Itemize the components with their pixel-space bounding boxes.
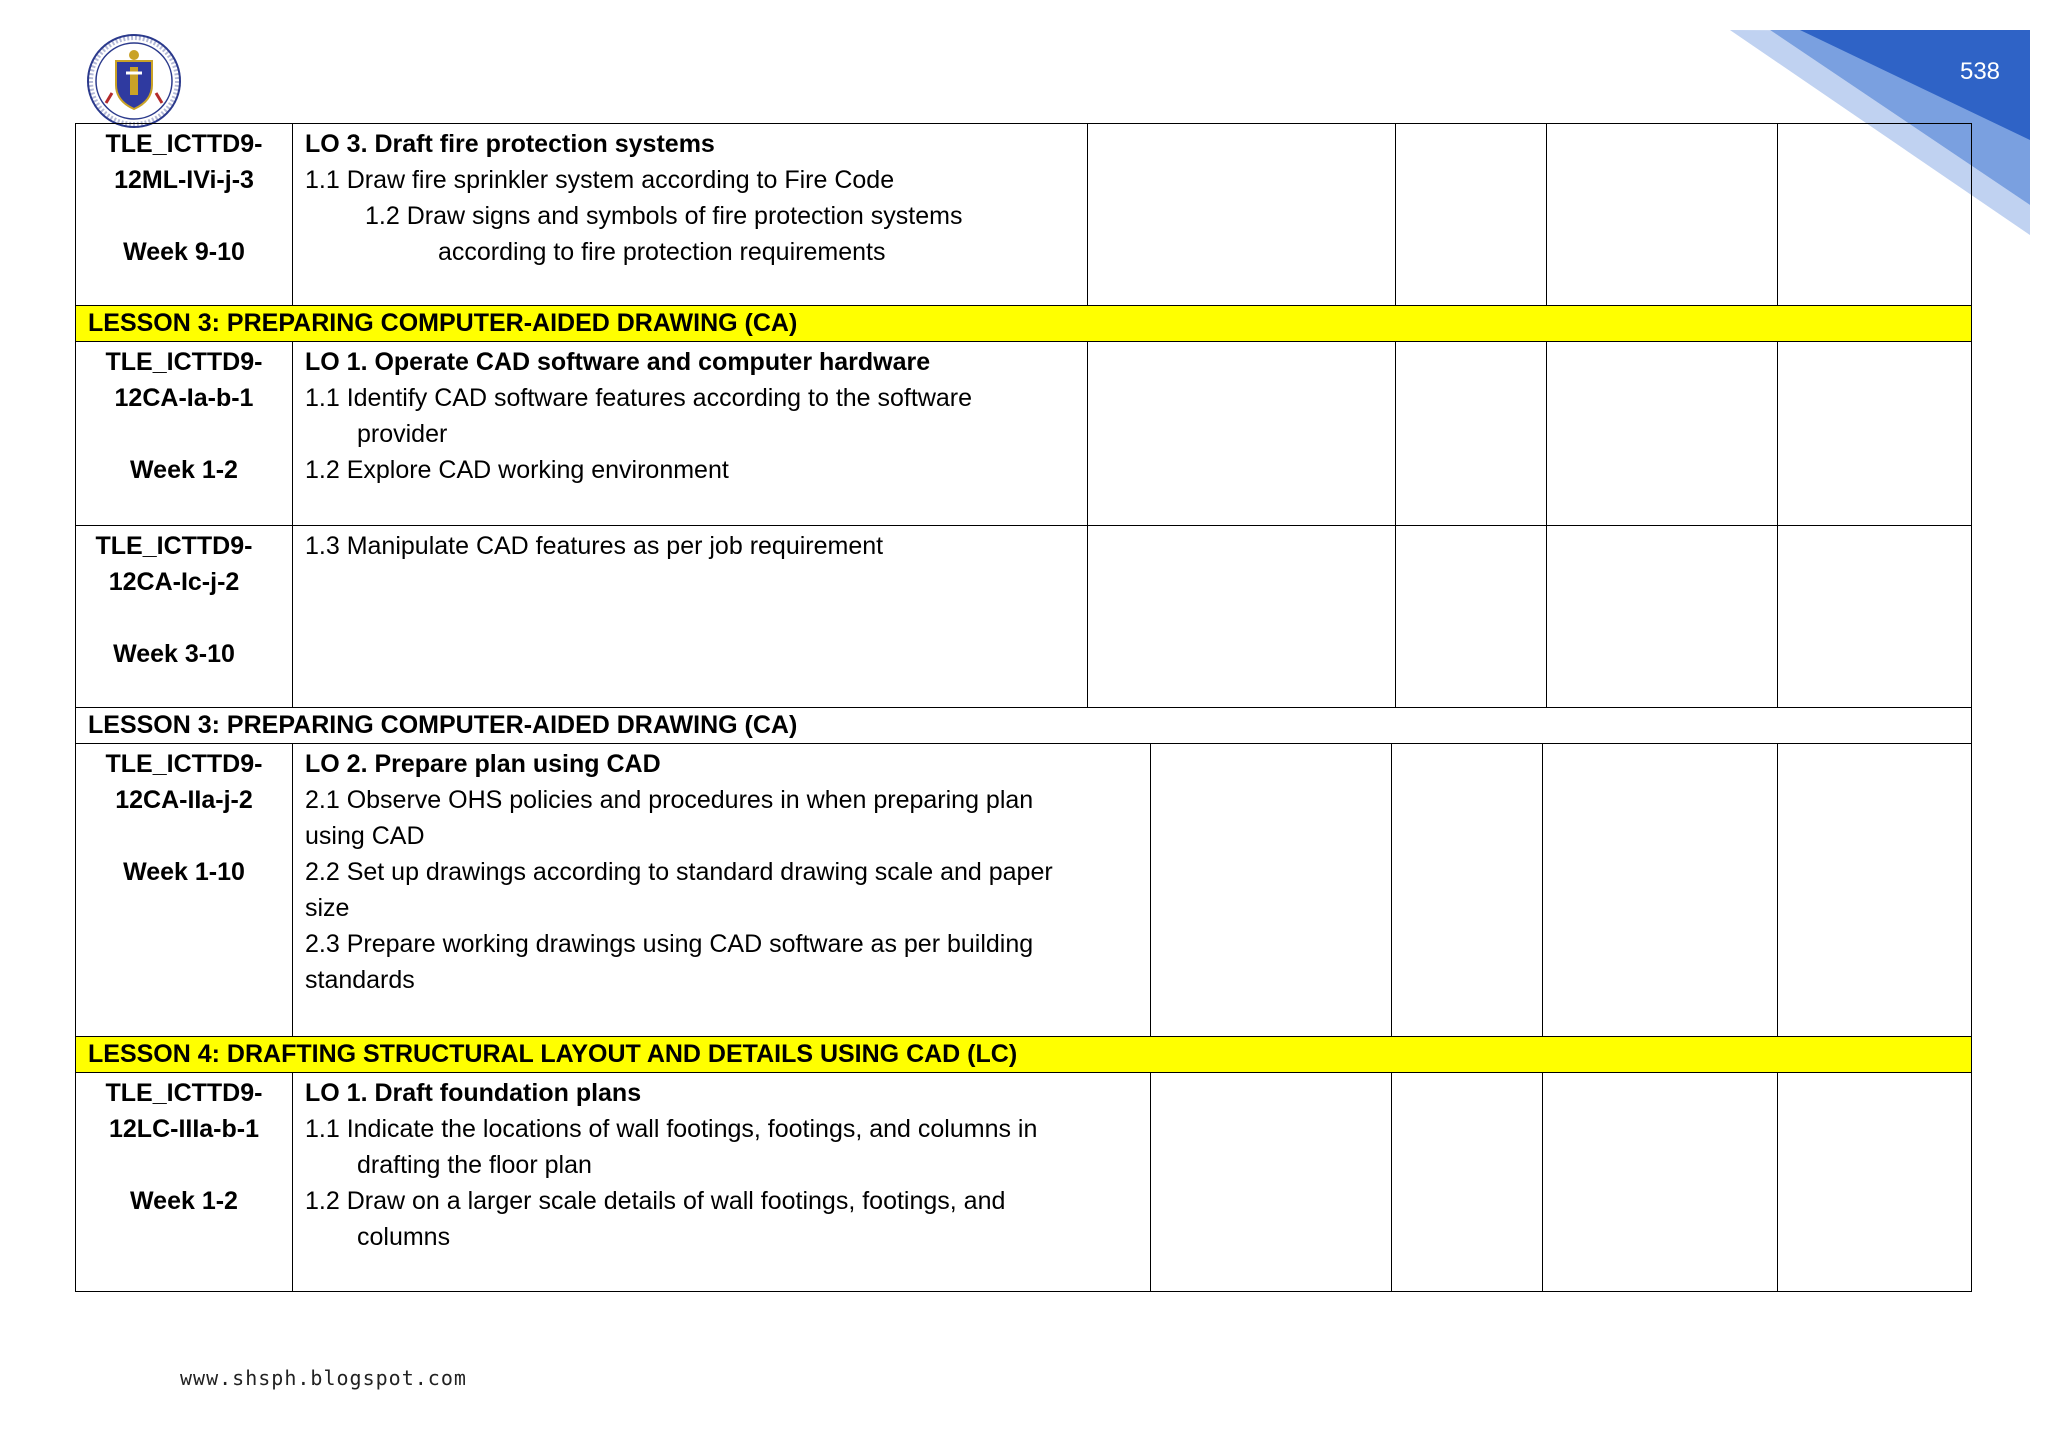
learning-outcome: LO 1. Operate CAD software and computer hardware 1.1 Identify CAD software features according to the software provider 1.2 Explore CAD working environment <box>305 348 973 484</box>
learning-outcome: LO 3. Draft fire protection systems 1.1 Draw fire sprinkler system according to Fire Code 1.2 Draw signs and symbols of fire protection systems according to fire protection requirements <box>305 130 963 266</box>
learning-outcome: LO 1. Draft foundation plans 1.1 Indicate the locations of wall footings, footings, and columns in drafting the floor plan 1.2 Draw on a larger scale details of wall footings, footings, and columns <box>305 1079 1038 1251</box>
learning-outcome: LO 2. Prepare plan using CAD 2.1 Observe OHS policies and procedures in when preparing plan using CAD 2.2 Set up drawings according to standard drawing scale and paper size 2.3 Prepare working drawings using CAD software as per building standards <box>305 750 1053 994</box>
deped-seal-icon <box>86 33 182 129</box>
lesson-header: LESSON 3: PREPARING COMPUTER-AIDED DRAWING (CA) <box>75 305 1972 342</box>
week-label: Week 1-2 <box>130 1187 238 1215</box>
week-label: Week 3-10 <box>113 640 235 668</box>
table-row <box>75 341 1972 526</box>
table-row <box>75 525 1972 708</box>
table-row <box>75 123 1972 306</box>
footer-url: www.shsph.blogspot.com <box>180 1366 467 1390</box>
week-label: Week 9-10 <box>123 238 245 266</box>
competency-code: TLE_ICTTD9- 12LC-IIIa-b-1 Week 1-2 <box>76 1073 292 1291</box>
week-label: Week 1-2 <box>130 456 238 484</box>
competency-code: TLE_ICTTD9- 12CA-Ia-b-1 Week 1-2 <box>76 342 292 525</box>
table-row <box>75 743 1972 1037</box>
competency-code: TLE_ICTTD9- 12ML-IVi-j-3 Week 9-10 <box>76 124 292 305</box>
competency-code: TLE_ICTTD9- 12CA-IIa-j-2 Week 1-10 <box>76 744 292 1036</box>
lesson-header: LESSON 4: DRAFTING STRUCTURAL LAYOUT AND DETAILS USING CAD (LC) <box>75 1036 1972 1073</box>
competency-code: TLE_ICTTD9- 12CA-Ic-j-2 Week 3-10 <box>76 526 272 707</box>
week-label: Week 1-10 <box>123 858 245 886</box>
table-row <box>75 1072 1972 1292</box>
learning-outcome: 1.3 Manipulate CAD features as per job requirement <box>305 532 884 560</box>
page-number: 538 <box>1959 58 2001 85</box>
lesson-header: LESSON 3: PREPARING COMPUTER-AIDED DRAWING (CA) <box>75 707 1972 744</box>
